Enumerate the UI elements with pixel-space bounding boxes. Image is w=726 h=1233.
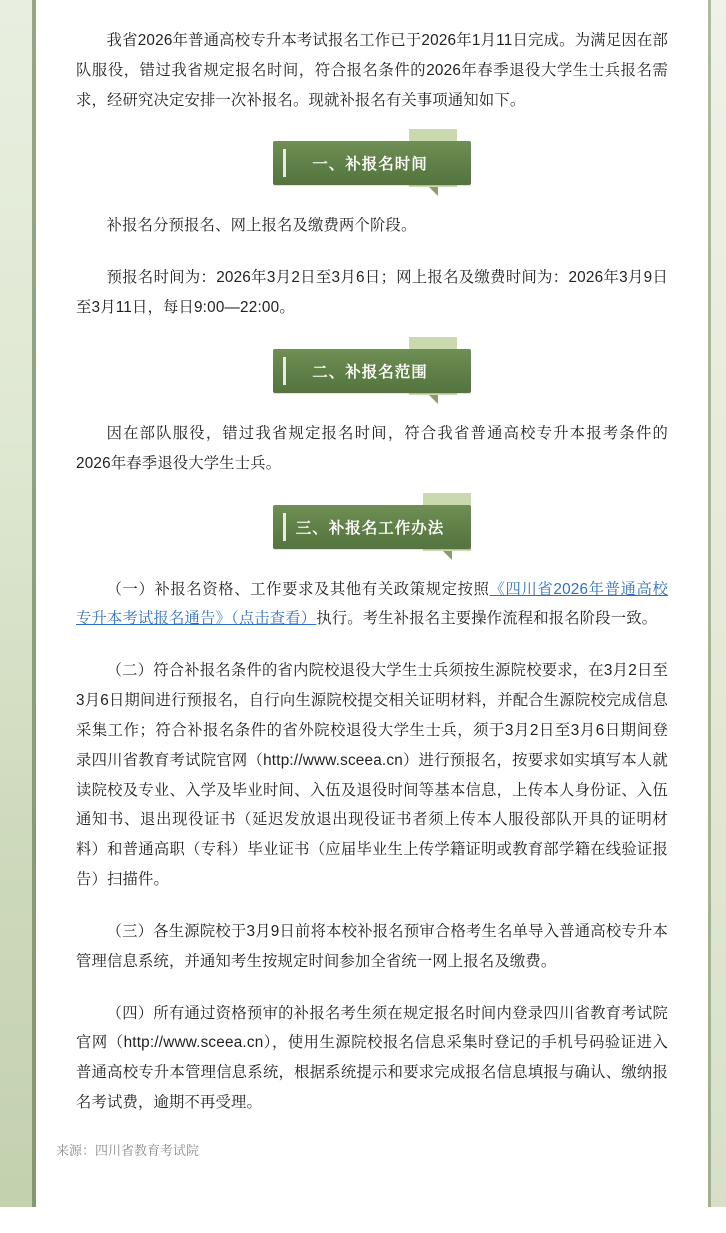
right-decorative-band xyxy=(708,0,726,1233)
section-3-paragraph-1-tail: 执行。考生补报名主要操作流程和报名阶段一致。 xyxy=(316,610,658,628)
left-decorative-band xyxy=(0,0,36,1233)
section-heading-3 xyxy=(76,505,668,549)
section-3-paragraph-1-lead: （一）补报名资格、工作要求及其他有关政策规定按照 xyxy=(106,580,490,598)
article-content xyxy=(36,0,708,1118)
intro-paragraph: 我省2026年普通高校专升本考试报名工作已于2026年1月11日完成。为满足因在部队服役，错过我省规定报名时间，符合报名条件的2026年春季退役大学生士兵报名需求，经研究决定安排一次补报名。现就补报名有关事项通知如下。 xyxy=(76,32,668,109)
section-heading-2-label: 二、补报名范围 xyxy=(273,349,471,393)
section-2-paragraph-1: 因在部队服役，错过我省规定报名时间，符合我省普通高校专升本报考条件的2026年春季退役大学生士兵。 xyxy=(76,424,668,472)
heading-flag-shadow xyxy=(429,187,438,196)
source-line: 来源：四川省教育考试院 xyxy=(56,1142,200,1158)
section-1-paragraph-2: 预报名时间为：2026年3月2日至3月6日；网上报名及缴费时间为：2026年3月9日至3月11日，每日9:00—22:00。 xyxy=(76,269,668,317)
section-heading-1 xyxy=(76,141,668,185)
notice-link[interactable]: 《四川省2026年普通高校专升本考试报名通告》（点击查看） xyxy=(76,580,668,628)
section-3-paragraph-4: （四）所有通过资格预审的补报名考生须在规定报名时间内登录四川省教育考试院官网（http://www.sceea.cn），使用生源院校报名信息采集时登记的手机号码验证进入普通高校专升本管理信息系统，根据系统提示和要求完成报名信息填报与确认、缴纳报名考试费，逾期不再受理。 xyxy=(76,1004,668,1112)
bottom-spacer xyxy=(0,1207,726,1233)
section-heading-2 xyxy=(76,349,668,393)
section-1-paragraph-1: 补报名分预报名、网上报名及缴费两个阶段。 xyxy=(106,217,417,235)
section-heading-3-label: 三、补报名工作办法 xyxy=(273,505,471,549)
heading-flag-shadow xyxy=(443,551,452,560)
section-3-paragraph-3: （三）各生源院校于3月9日前将本校补报名预审合格考生名单导入普通高校专升本管理信息系统，并通知考生按规定时间参加全省统一网上报名及缴费。 xyxy=(76,922,668,970)
heading-flag-shadow xyxy=(429,395,438,404)
section-3-paragraph-1 xyxy=(76,575,668,635)
section-heading-1-label: 一、补报名时间 xyxy=(273,141,471,185)
section-3-paragraph-2: （二）符合补报名条件的省内院校退役大学生士兵须按生源院校要求，在3月2日至3月6日期间进行预报名，自行向生源院校提交相关证明材料，并配合生源院校完成信息采集工作；符合补报名条件的省外院校退役大学生士兵，须于3月2日至3月6日期间登录四川省教育考试院官网（http://www.sceea.cn）进行预报名，按要求如实填写本人就读院校及专业、入学及毕业时间、入伍及退役时间等基本信息，上传本人身份证、入伍通知书、退出现役证书（延迟发放退出现役证书者须上传本人服役部队开具的证明材料）和普通高职（专科）毕业证书（应届毕业生上传学籍证明或教育部学籍在线验证报告）扫描件。 xyxy=(76,662,668,889)
